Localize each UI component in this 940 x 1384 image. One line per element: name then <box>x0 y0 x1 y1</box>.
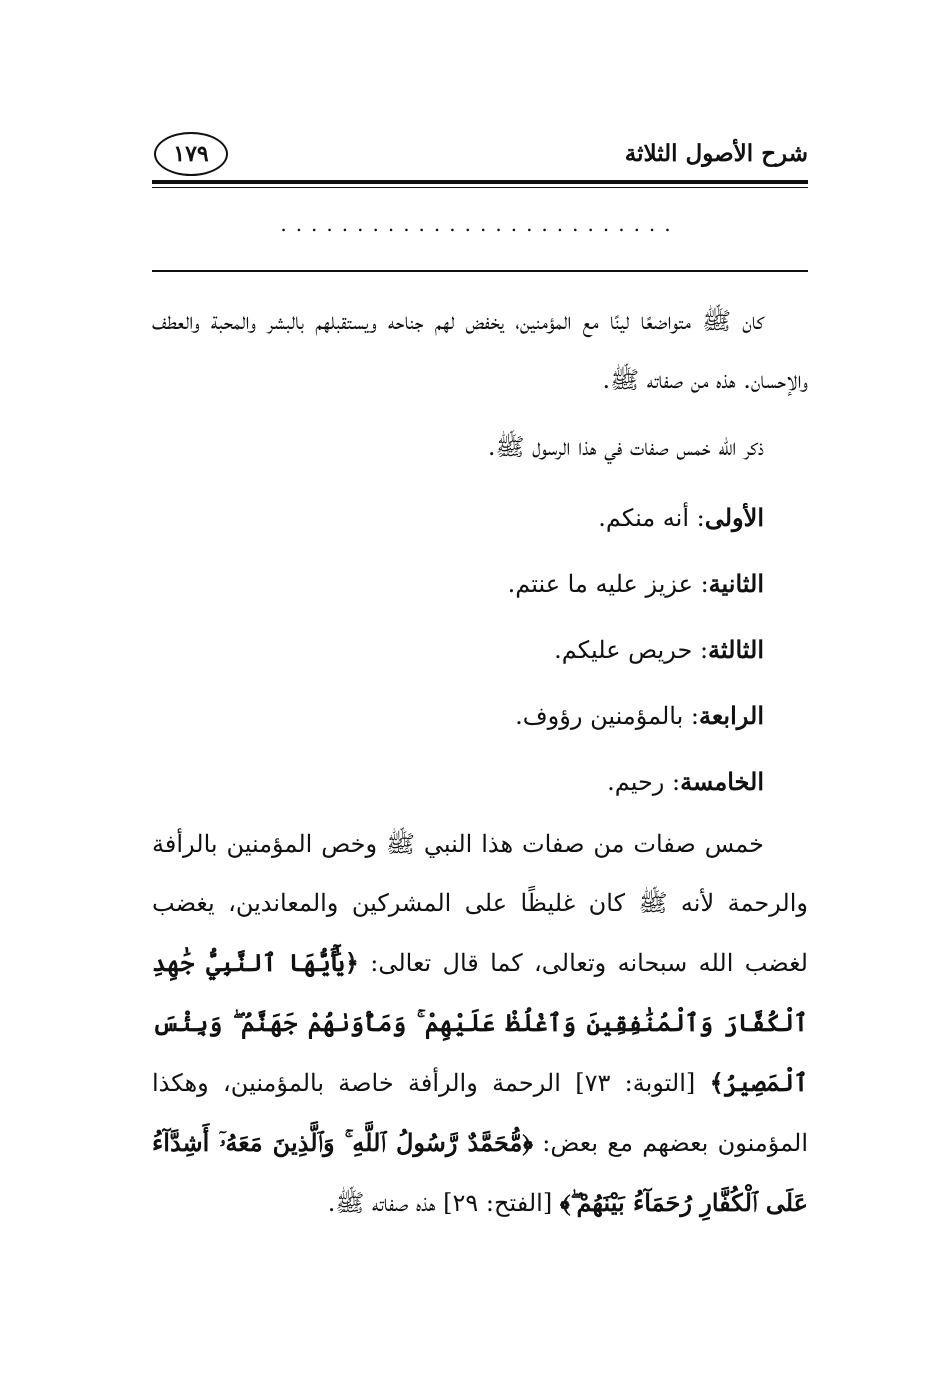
list-item <box>152 551 808 617</box>
paragraph-text: خمس صفات من صفات هذا النبي ﷺ وخص المؤمنين بالرأفة والرحمة لأنه ﷺ كان غليظًا على المشركين والمعاندين، يغضب لغضب الله سبحانه وتعالى، كما قال تعالى: <box>152 830 808 977</box>
verse-reference: [التوبة: ٧٣] <box>560 1069 710 1097</box>
item-label: الخامسة <box>680 767 764 796</box>
list-item <box>152 683 808 749</box>
header-rule-thick <box>152 180 808 184</box>
page-header <box>152 118 808 180</box>
omission-dots: .......................... <box>280 212 680 236</box>
quran-verse: ﴿يَٰٓأَيُّهَا ٱلنَّبِيُّ جَٰهِدِ ٱلْكُفَّارَ وَٱلْمُنَٰفِقِينَ وَٱغْلُظْ عَلَيْهِمْ ۚ وَمَأْوَىٰهُمْ جَهَنَّمُ ۖ وَبِئْسَ ٱلْمَصِيرُ﴾ <box>152 948 809 1097</box>
verse-reference: [الفتح: ٢٩] <box>435 1189 560 1217</box>
paragraph-text: الرحمة والرأفة خاصة بالمؤمنين، وهكذا المؤمنون بعضهم مع بعض: <box>152 1069 809 1157</box>
item-label: الأولى <box>704 503 764 532</box>
quran-verse: ﴿مُّحَمَّدٌ رَّسُولُ ٱللَّهِ ۚ وَٱلَّذِينَ مَعَهُۥٓ أَشِدَّآءُ عَلَى ٱلْكُفَّارِ رُحَمَآءُ بَيْنَهُمْ ۖ﴾ <box>152 1128 808 1217</box>
section-separator <box>152 270 808 272</box>
item-text: : بالمؤمنين رؤوف. <box>515 702 699 730</box>
paragraph-text: هذه صفاته ﷺ. <box>327 1189 436 1217</box>
running-title: شرح الأصول الثلاثة <box>624 140 808 167</box>
paragraph-humility: كان ﷺ متواضعًا لينًا مع المؤمنين، يخفض لهم جناحه ويستقبلهم بالبشر والمحبة والعطف والإحسان. هذه من صفاته ﷺ. <box>152 307 808 394</box>
item-text: : أنه منكم. <box>598 504 705 532</box>
item-text: : عزيز عليه ما عنتم. <box>507 570 709 598</box>
list-item <box>152 749 808 815</box>
item-text: : رحيم. <box>607 768 681 796</box>
page-body <box>152 292 808 1233</box>
item-label: الثالثة <box>708 635 764 664</box>
list-item <box>152 617 808 683</box>
item-label: الثانية <box>708 569 764 598</box>
paragraph-mercy <box>152 815 808 1233</box>
page-number: ١٧٩ <box>154 132 228 176</box>
item-text: : حريص عليكم. <box>554 636 709 664</box>
paragraph-five-attributes-intro: ذكر الله خمس صفات في هذا الرسول ﷺ. <box>487 433 764 461</box>
header-rule-thin <box>152 187 808 188</box>
item-label: الرابعة <box>698 701 764 730</box>
attribute-list <box>152 485 808 815</box>
list-item <box>152 485 808 551</box>
